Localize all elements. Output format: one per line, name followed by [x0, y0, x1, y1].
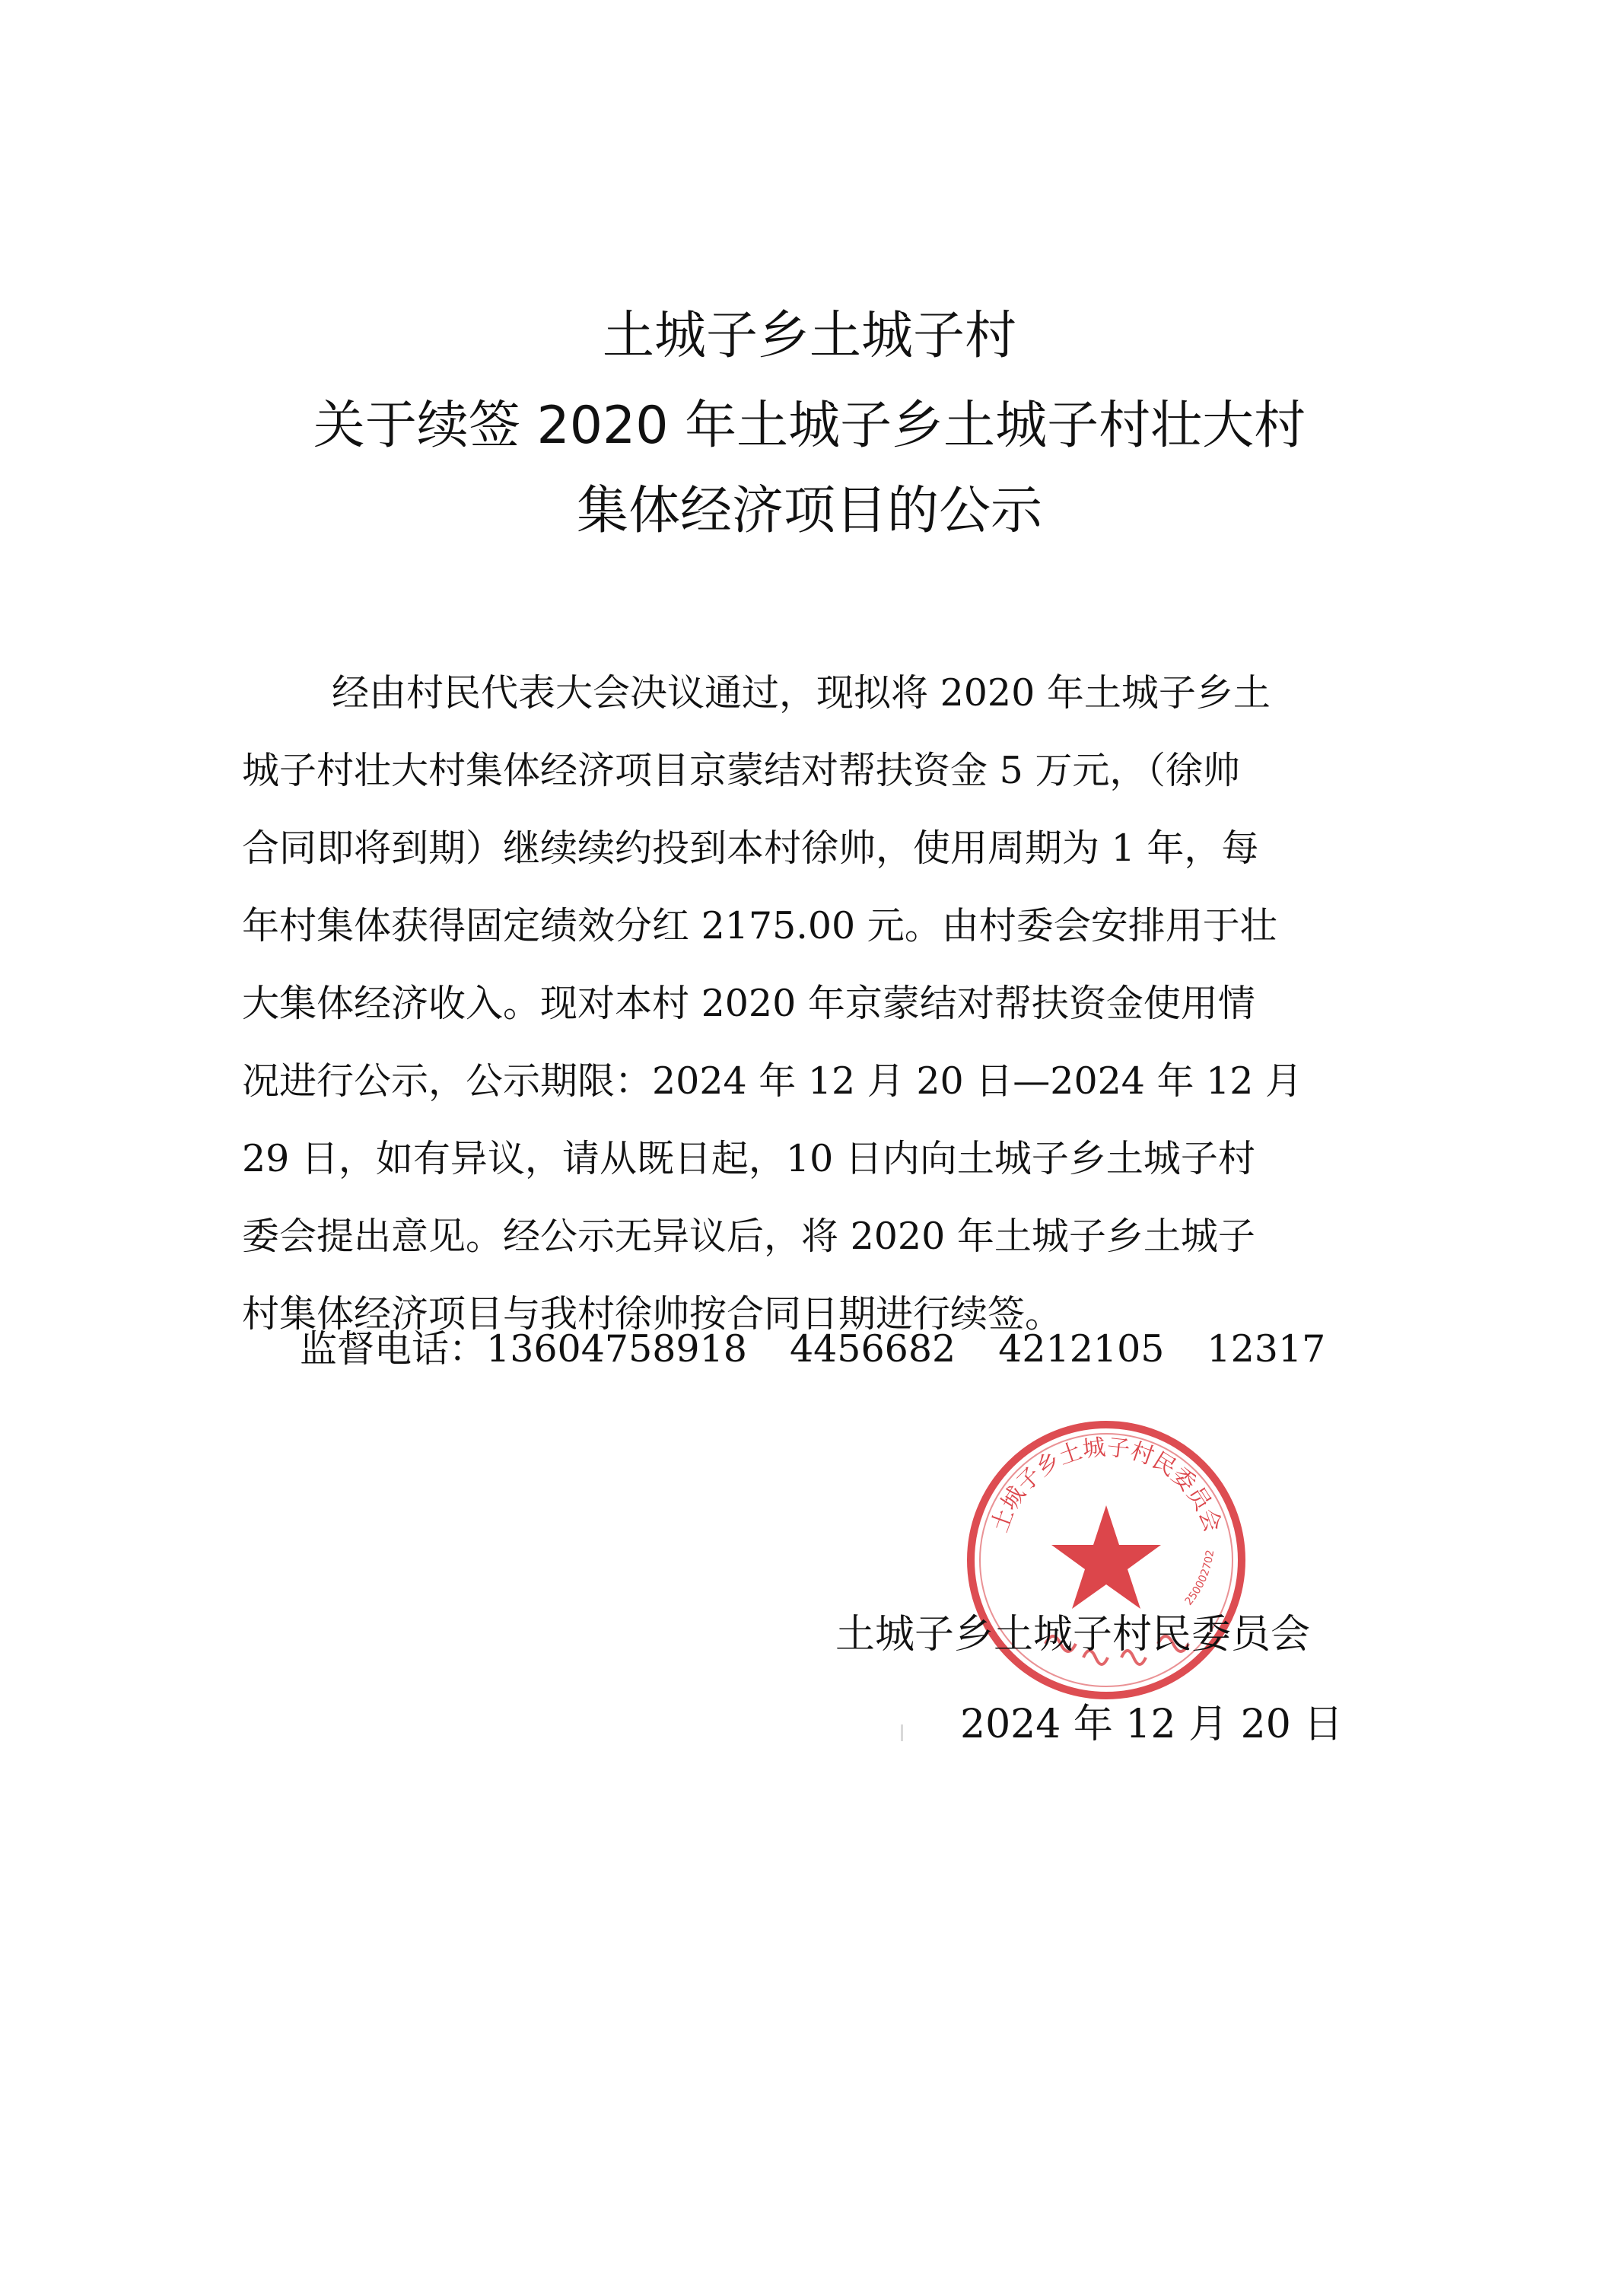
signature-organization: 土城子乡土城子村民委员会 [835, 1612, 1311, 1658]
phone-number: 12317 [1207, 1327, 1326, 1371]
body-line: 大集体经济收入。现对本村 2020 年京蒙结对帮扶资金使用情 [242, 982, 1255, 1025]
scan-artifact [901, 1724, 903, 1741]
body-line: 城子村壮大村集体经济项目京蒙结对帮扶资金 5 万元，（徐帅 [242, 749, 1240, 792]
seal-code: 250002702 [1182, 1549, 1217, 1608]
official-seal-stamp [962, 1415, 1251, 1705]
document-title-line-2: 关于续签 2020 年土城子乡土城子村壮大村 [313, 396, 1306, 456]
seal-star-icon [1051, 1505, 1161, 1609]
document-body [242, 654, 1376, 1353]
body-line: 合同即将到期）继续续约投到本村徐帅，使用周期为 1 年，每 [242, 826, 1259, 870]
seal-text: 土城子乡土城子村民委员会 [986, 1434, 1226, 1536]
phone-number: 4456682 [789, 1327, 956, 1371]
body-line: 委会提出意见。经公示无异议后，将 2020 年土城子乡土城子 [242, 1215, 1255, 1258]
document-title-line-3: 集体经济项目的公示 [576, 481, 1042, 541]
phone-label: 监督电话： [300, 1327, 487, 1371]
body-line: 村集体经济项目与我村徐帅按合同日期进行续签。 [242, 1292, 1063, 1336]
body-line: 29 日，如有异议，请从既日起，10 日内向土城子乡土城子村 [242, 1137, 1255, 1180]
supervision-phone-line [300, 1327, 1326, 1371]
signature-date: 2024 年 12 月 20 日 [960, 1702, 1344, 1747]
phone-number: 4212105 [998, 1327, 1165, 1371]
body-line: 经由村民代表大会决议通过，现拟将 2020 年土城子乡土 [332, 671, 1271, 715]
body-line: 况进行公示，公示期限：2024 年 12 月 20 日—2024 年 12 月 [242, 1059, 1303, 1103]
phone-number: 13604758918 [486, 1327, 747, 1371]
body-line: 年村集体获得固定绩效分红 2175.00 元。由村委会安排用于壮 [242, 904, 1277, 947]
document-title-line-1: 土城子乡土城子村 [602, 306, 1016, 366]
